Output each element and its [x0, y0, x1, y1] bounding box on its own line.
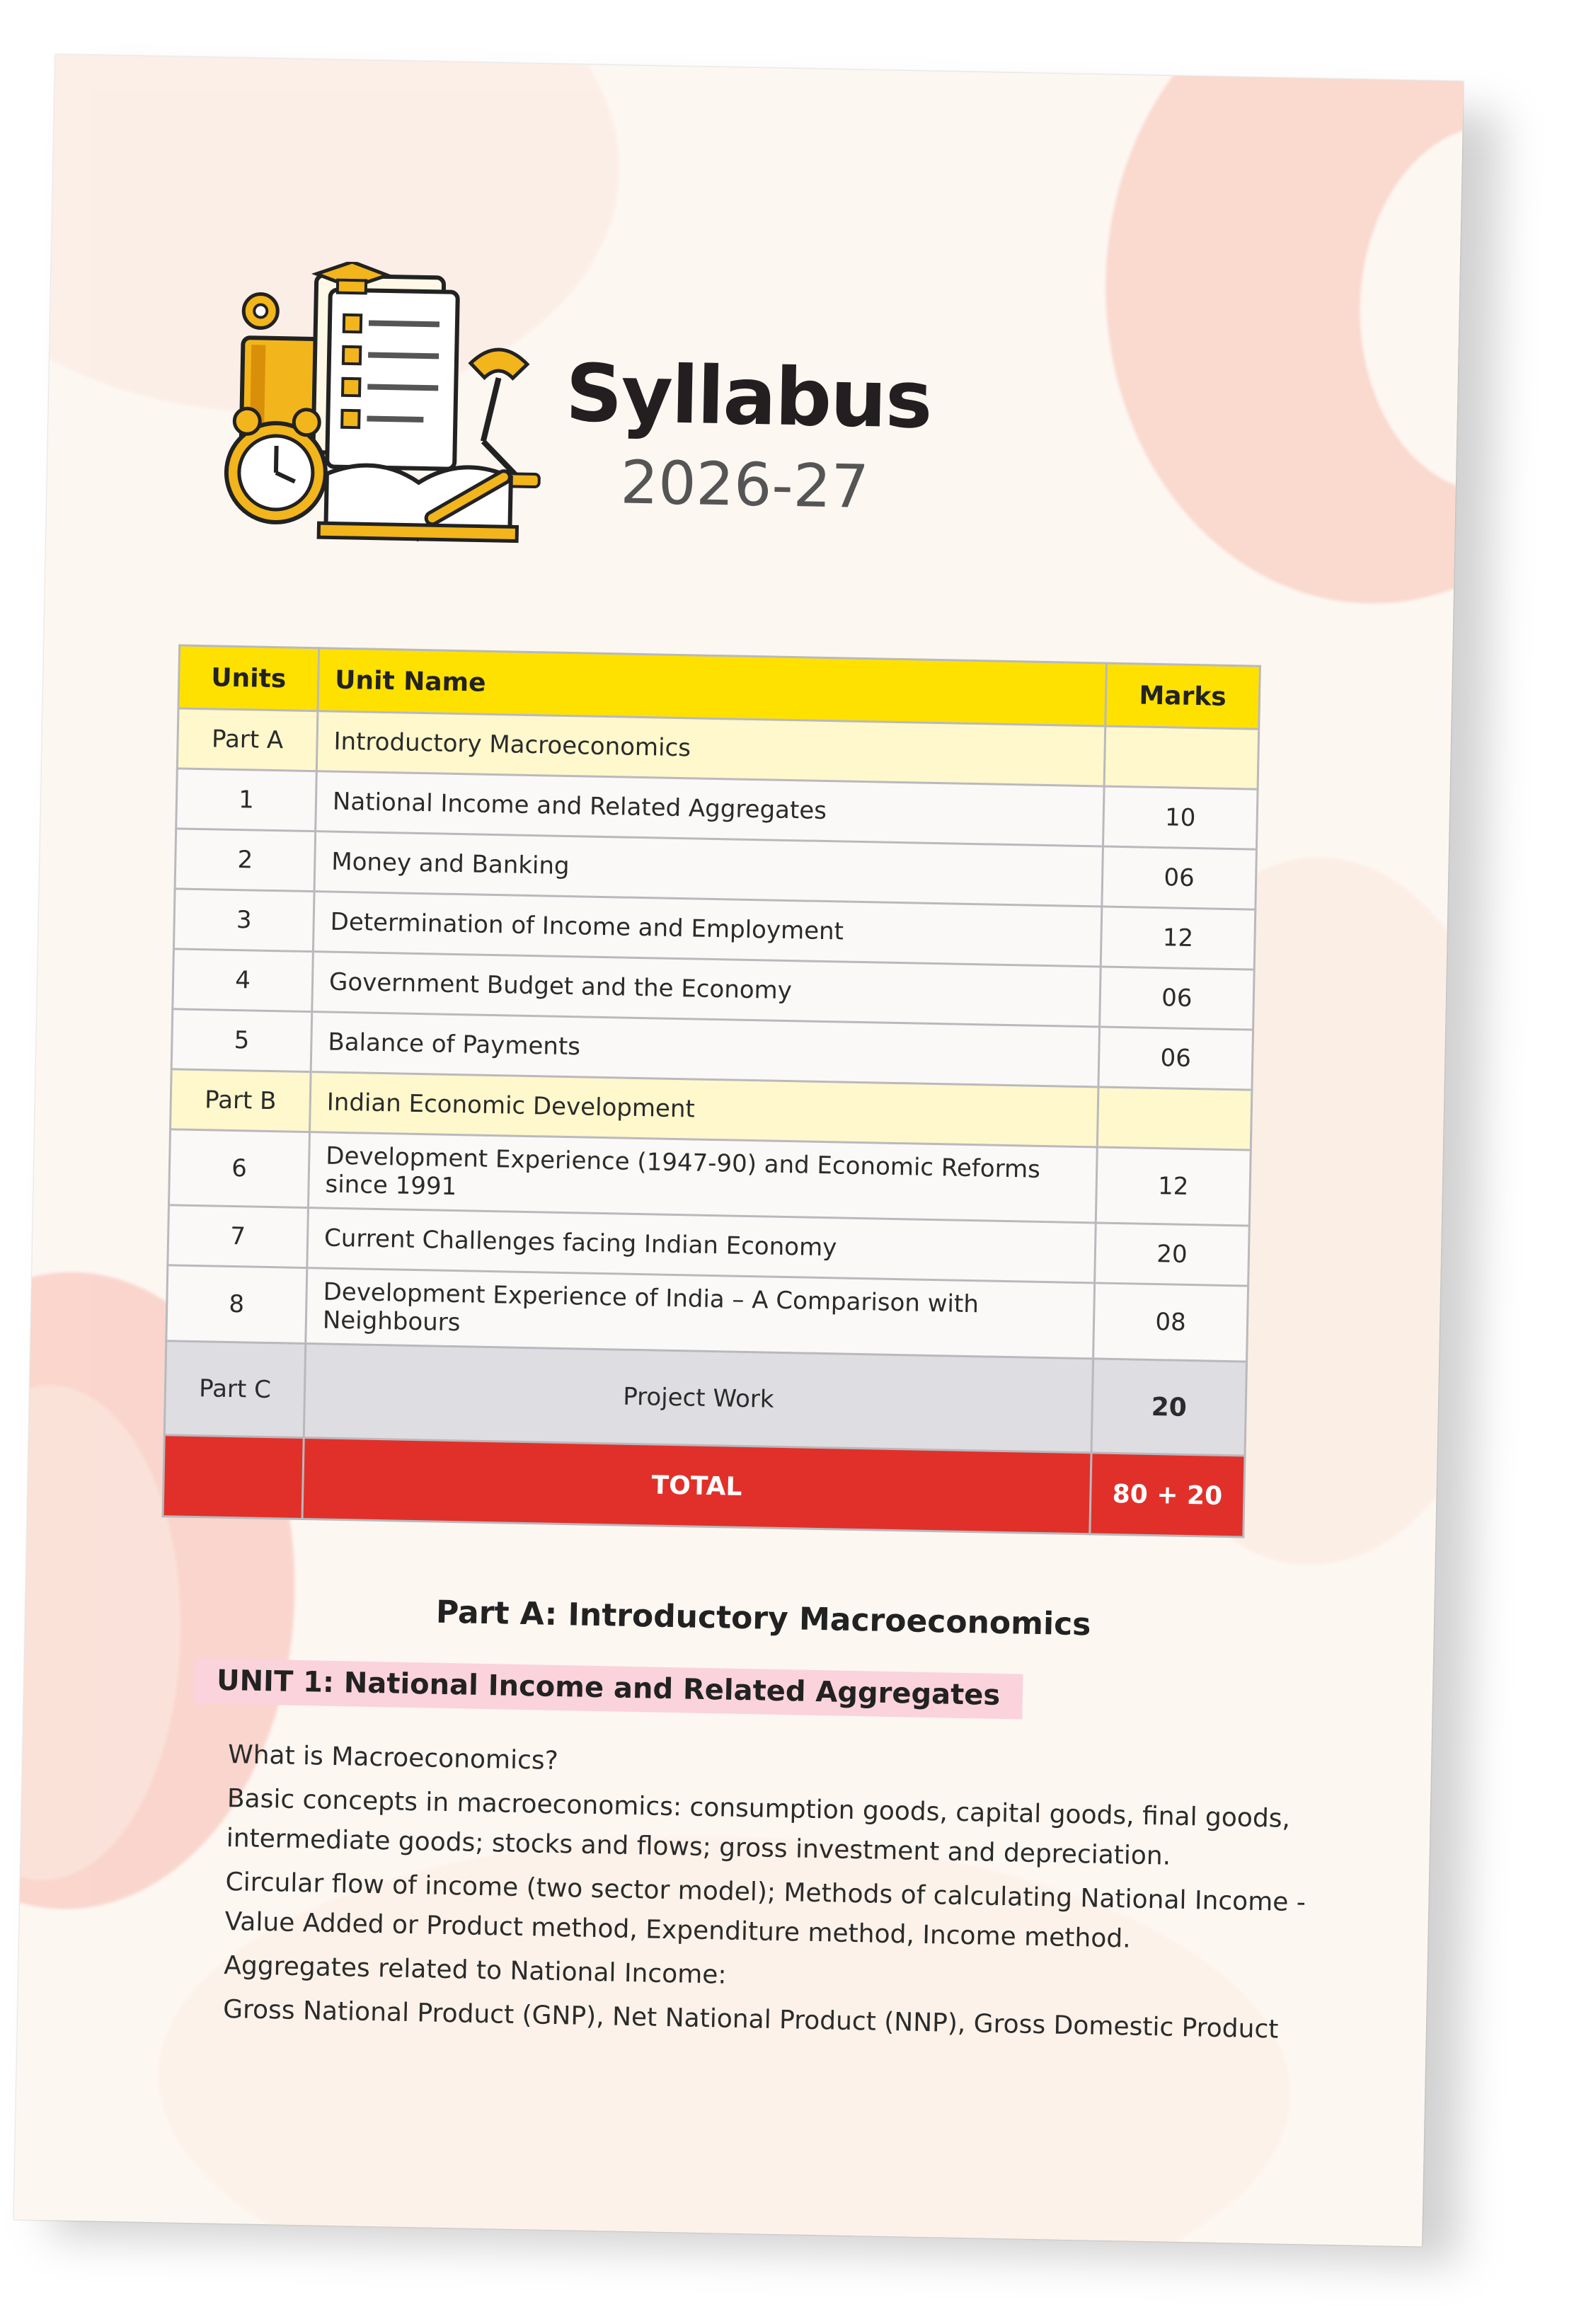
part-label: Part B [171, 1069, 311, 1132]
total-label: TOTAL [302, 1437, 1091, 1534]
unit-number: 5 [171, 1009, 312, 1072]
unit-marks: 06 [1102, 846, 1257, 909]
total-unit-cell [163, 1435, 304, 1519]
content-paragraph: Aggregates related to National Income: [223, 1950, 727, 1990]
unit-marks: 10 [1103, 786, 1258, 849]
project-work-marks: 20 [1091, 1359, 1247, 1456]
part-label: Part C [164, 1341, 306, 1438]
part-name: Introductory Macroeconomics [316, 711, 1105, 786]
unit-marks: 12 [1096, 1147, 1251, 1226]
unit-name: Money and Banking [314, 832, 1103, 907]
section-heading: Part A: Introductory Macroeconomics [435, 1594, 1091, 1643]
page-title: Syllabus [564, 347, 932, 447]
alarm-clock-icon [226, 408, 327, 524]
column-header-marks: Marks [1105, 663, 1260, 729]
content-paragraph: Gross National Product (GNP), Net National Product (NNP), Gross Domestic Product [222, 1994, 1279, 2044]
content-paragraph: Circular flow of income (two sector model); Methods of calculating National Income -Value Added or Product method, Expenditure method, Income method. [224, 1867, 1306, 1954]
column-header-units: Units [178, 645, 319, 711]
study-materials-illustration [219, 260, 551, 556]
content-paragraph: What is Macroeconomics? [227, 1740, 559, 1776]
syllabus-page [13, 54, 1463, 2247]
part-marks [1097, 1087, 1252, 1150]
academic-year: 2026-27 [619, 447, 870, 522]
unit-marks: 20 [1095, 1223, 1250, 1286]
unit-number: 3 [173, 889, 314, 952]
unit-heading: UNIT 1: National Income and Related Aggregates [193, 1658, 1023, 1719]
unit-name: Current Challenges facing Indian Economy [307, 1208, 1096, 1283]
part-marks [1104, 726, 1259, 789]
total-marks: 80 + 20 [1090, 1453, 1245, 1537]
unit-marks: 06 [1100, 967, 1255, 1030]
unit-number: 1 [176, 769, 317, 832]
unit-number: 4 [173, 949, 314, 1012]
unit-number: 7 [168, 1205, 309, 1268]
part-label: Part A [177, 708, 318, 771]
unit-content [223, 1735, 1319, 2054]
unit-marks: 06 [1098, 1027, 1253, 1090]
unit-name: Government Budget and the Economy [312, 952, 1101, 1027]
unit-number: 8 [166, 1265, 307, 1344]
unit-marks: 12 [1101, 907, 1256, 970]
open-book-icon [318, 464, 518, 541]
unit-number: 6 [169, 1129, 310, 1208]
unit-name: Balance of Payments [311, 1012, 1099, 1087]
unit-marks: 08 [1093, 1283, 1248, 1362]
unit-name: Development Experience of India – A Comparison with Neighbours [306, 1268, 1095, 1359]
unit-name: National Income and Related Aggregates [316, 771, 1104, 846]
unit-name: Determination of Income and Employment [313, 892, 1101, 967]
part-name: Indian Economic Development [310, 1072, 1098, 1147]
unit-number: 2 [175, 829, 316, 892]
column-header-unit-name: Unit Name [318, 648, 1107, 726]
gear-icon [243, 294, 278, 328]
unit-name: Development Experience (1947-90) and Economic Reforms since 1991 [308, 1132, 1097, 1223]
content-paragraph: Basic concepts in macroeconomics: consumption goods, capital goods, final goods, intermediate goods; stocks and flows; gross investment and depreciation. [226, 1784, 1291, 1871]
project-work-name: Project Work [304, 1344, 1093, 1453]
syllabus-table [162, 644, 1261, 1538]
checklist-icon [313, 275, 458, 469]
